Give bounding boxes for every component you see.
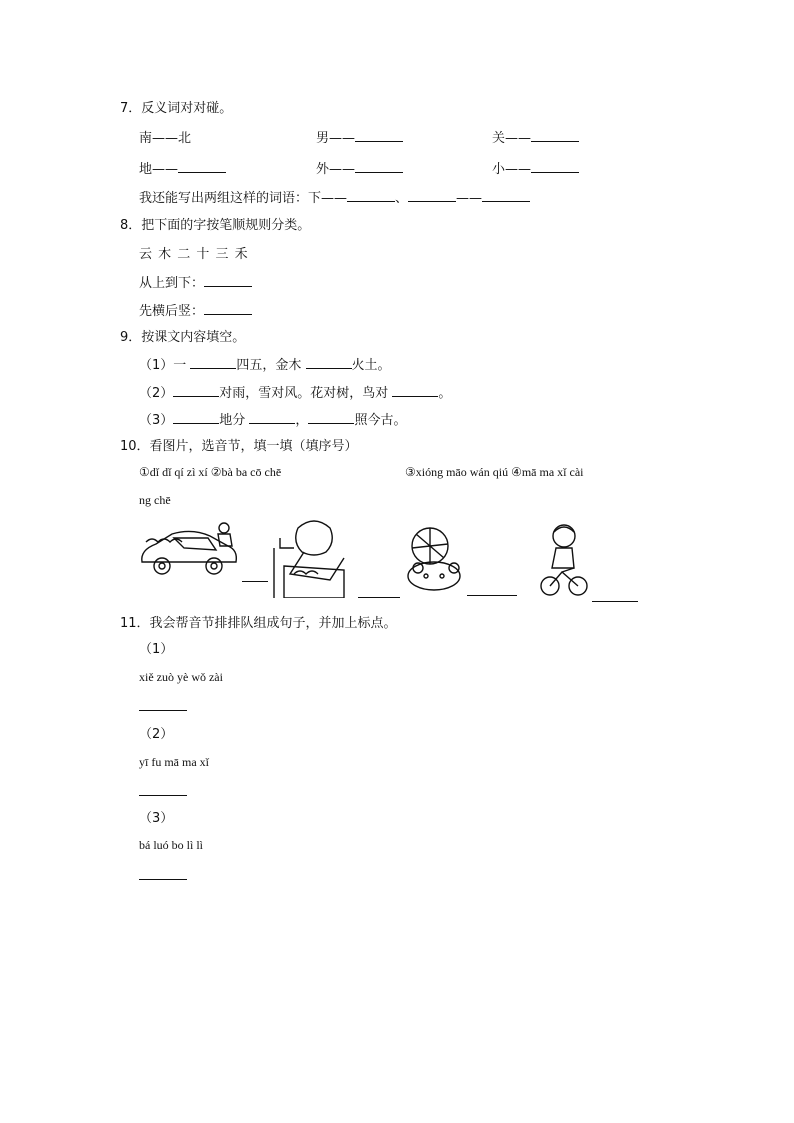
q7-pair-4: 地—— (139, 158, 226, 177)
answer-blank[interactable] (178, 159, 226, 173)
answer-blank[interactable] (355, 128, 403, 142)
q11-item-3-pinyin: bá luó bo lì lì (139, 838, 203, 852)
boy-on-bike-picture (538, 522, 594, 600)
q9-title: 9．按课文内容填空。 (120, 330, 246, 345)
q7-pair-6: 小—— (492, 158, 579, 177)
answer-blank[interactable] (531, 128, 579, 142)
answer-blank[interactable] (355, 159, 403, 173)
car-washing-picture (138, 522, 240, 580)
picture-1-answer-blank[interactable] (242, 581, 268, 582)
q9-line-1: （1）一 四五，金木 火土。 (139, 354, 391, 373)
q8-title: 8．把下面的字按笔顺规则分类。 (120, 218, 311, 233)
q11-item-2-pinyin: yī fu mā ma xǐ (139, 755, 209, 769)
answer-blank[interactable] (408, 188, 456, 202)
q8-line-horizontal-first: 先横后竖： (139, 300, 252, 319)
q7-pair-3: 关—— (492, 127, 579, 146)
answer-blank[interactable] (482, 188, 530, 202)
q11-item-1-number: （1） (139, 642, 174, 657)
q10-options-1-2: ①dǐ dǐ qí zì xí ②bà ba cō chē (139, 465, 282, 479)
answer-blank[interactable] (204, 301, 252, 315)
picture-4-answer-blank[interactable] (592, 601, 638, 602)
answer-blank[interactable] (308, 410, 354, 424)
answer-blank[interactable] (306, 355, 352, 369)
q11-title: 11．我会帮音节排排队组成句子，并加上标点。 (120, 616, 397, 631)
q10-title: 10．看图片，选音节，填一填（填序号） (120, 439, 358, 454)
answer-blank[interactable] (347, 188, 395, 202)
q9-line-3: （3） 地分 ， 照今古。 (139, 409, 406, 428)
q10-options-3-4: ③xióng māo wán qiú ④mā ma xǐ cài (405, 465, 584, 479)
panda-with-ball-picture (404, 524, 466, 594)
q11-item-1-answer-blank[interactable] (139, 710, 187, 711)
q11-item-2-number: （2） (139, 727, 174, 742)
answer-blank[interactable] (392, 383, 438, 397)
q8-line-top-to-bottom: 从上到下： (139, 272, 252, 291)
mother-washing-vegetables-picture (270, 518, 358, 598)
answer-blank[interactable] (249, 410, 295, 424)
q7-pair-1: 南——北 (139, 131, 192, 146)
q7-title: 7．反义词对对碰。 (120, 101, 233, 116)
q11-item-2-answer-blank[interactable] (139, 795, 187, 796)
answer-blank[interactable] (173, 410, 219, 424)
q7-pair-5: 外—— (316, 158, 403, 177)
answer-blank[interactable] (190, 355, 236, 369)
q7-pair-2: 男—— (316, 127, 403, 146)
answer-blank[interactable] (173, 383, 219, 397)
q8-characters: 云 木 二 十 三 禾 (139, 247, 249, 262)
answer-blank[interactable] (204, 273, 252, 287)
picture-2-answer-blank[interactable] (358, 597, 400, 598)
q11-item-1-pinyin: xiě zuò yè wǒ zài (139, 670, 223, 684)
q9-line-2: （2） 对雨，雪对风。花对树，鸟对 。 (139, 382, 451, 401)
q10-options-continued: ng chē (139, 493, 171, 507)
q11-item-3-answer-blank[interactable] (139, 879, 187, 880)
picture-3-answer-blank[interactable] (467, 595, 517, 596)
q11-item-3-number: （3） (139, 811, 174, 826)
answer-blank[interactable] (531, 159, 579, 173)
q7-extra-line: 我还能写出两组这样的词语：下—— 、 —— (139, 187, 530, 206)
